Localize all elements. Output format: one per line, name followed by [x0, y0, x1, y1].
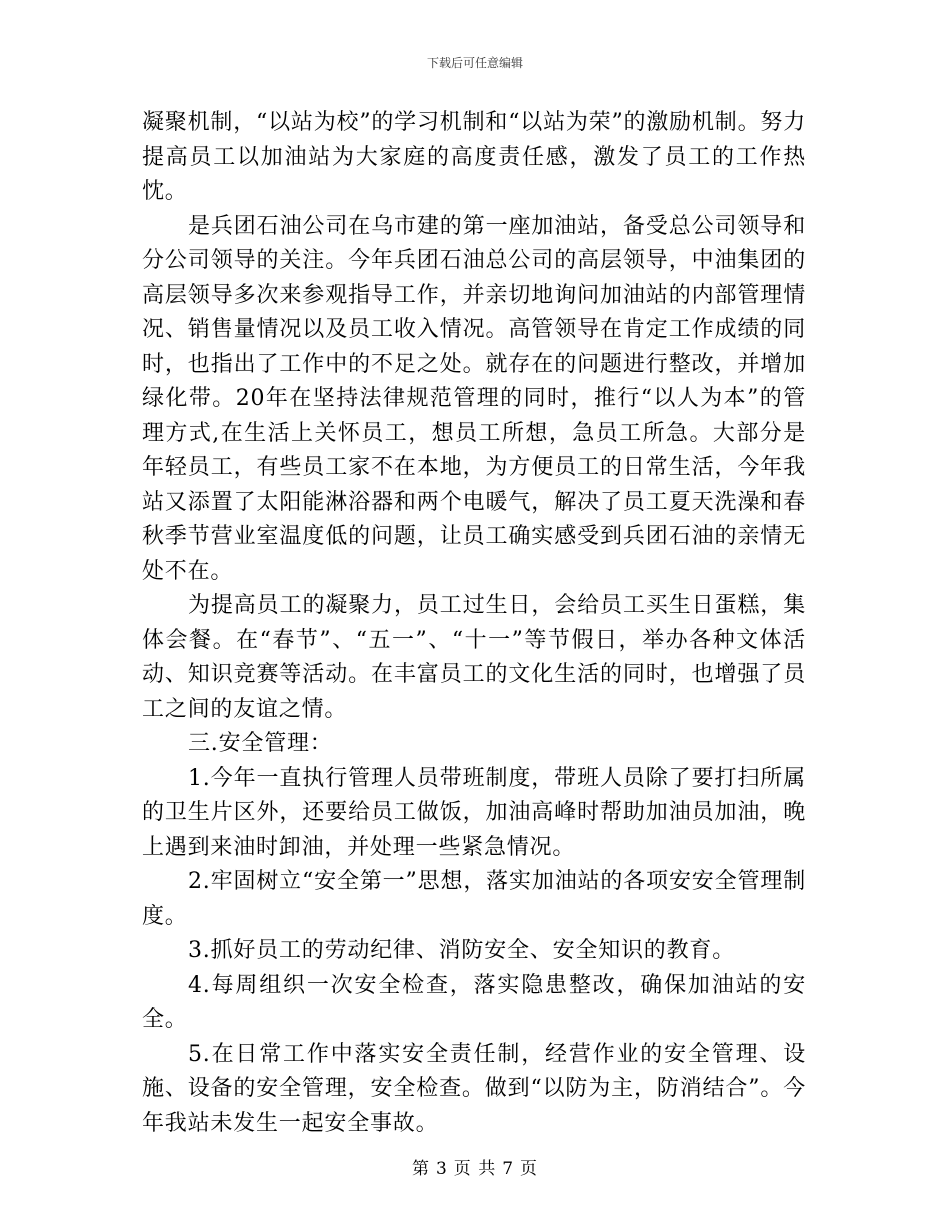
section-heading-safety: 三.安全管理：: [188, 731, 333, 756]
paragraph-1: 凝聚机制，“以站为校”的学习机制和“以站为荣”的激励机制。努力提高员工以加油站为大家庭的高度责任感，激发了员工的工作热忱。: [142, 110, 806, 204]
footer-middle: 页 共: [453, 1159, 497, 1179]
list-item-1: 1.今年一直执行管理人员带班制度，带班人员除了要打扫所属的卫生片区外，还要给员工做饭，加油高峰时帮助加油员加油，晚上遇到来油时卸油，并处理一些紧急情况。: [142, 765, 806, 860]
document-body: [142, 106, 806, 1141]
list-item-3: 3.抓好员工的劳动纪律、消防安全、安全知识的教育。: [188, 938, 735, 963]
list-item-4: 4.每周组织一次安全检查，落实隐患整改，确保加油站的安全。: [142, 972, 806, 1032]
header-text: 下载后可任意编辑: [426, 56, 523, 70]
page-header: [0, 54, 950, 71]
list-item-2: 2.牢固树立“安全第一”思想，落实加油站的各项安安全管理制度。: [142, 869, 806, 929]
footer-prefix: 第: [411, 1159, 430, 1179]
footer-suffix: 页: [520, 1159, 539, 1179]
paragraph-3: 为提高员工的凝聚力，员工过生日，会给员工买生日蛋糕，集体会餐。在“春节”、“五一”、“十一”等节假日，举办各种文体活动、知识竞赛等活动。在丰富员工的文化生活的同时，也增强了员工之间的友谊之情。: [142, 593, 806, 722]
total-pages-number: 7: [502, 1159, 515, 1179]
current-page-number: 3: [435, 1159, 448, 1179]
paragraph-2: 是兵团石油公司在乌市建的第一座加油站，备受总公司领导和分公司领导的关注。今年兵团石油总公司的高层领导，中油集团的高层领导多次来参观指导工作，并亲切地询问加油站的内部管理情况、销售量情况以及员工收入情况。高管领导在肯定工作成绩的同时，也指出了工作中的不足之处。就存在的问题进行整改，并增加绿化带。20年在坚持法律规范管理的同时，推行“以人为本”的管理方式,在生活上关怀员工，想员工所想，急员工所急。大部分是年轻员工，有些员工家不在本地，为方便员工的日常生活，今年我站又添置了太阳能淋浴器和两个电暖气，解决了员工夏天洗澡和春秋季节营业室温度低的问题，让员工确实感受到兵团石油的亲情无处不在。: [142, 213, 806, 584]
list-item-5: 5.在日常工作中落实安全责任制，经营作业的安全管理、设施、设备的安全管理，安全检查。做到“以防为主，防消结合”。今年我站未发生一起安全事故。: [142, 1041, 806, 1136]
page-footer: [0, 1154, 950, 1179]
